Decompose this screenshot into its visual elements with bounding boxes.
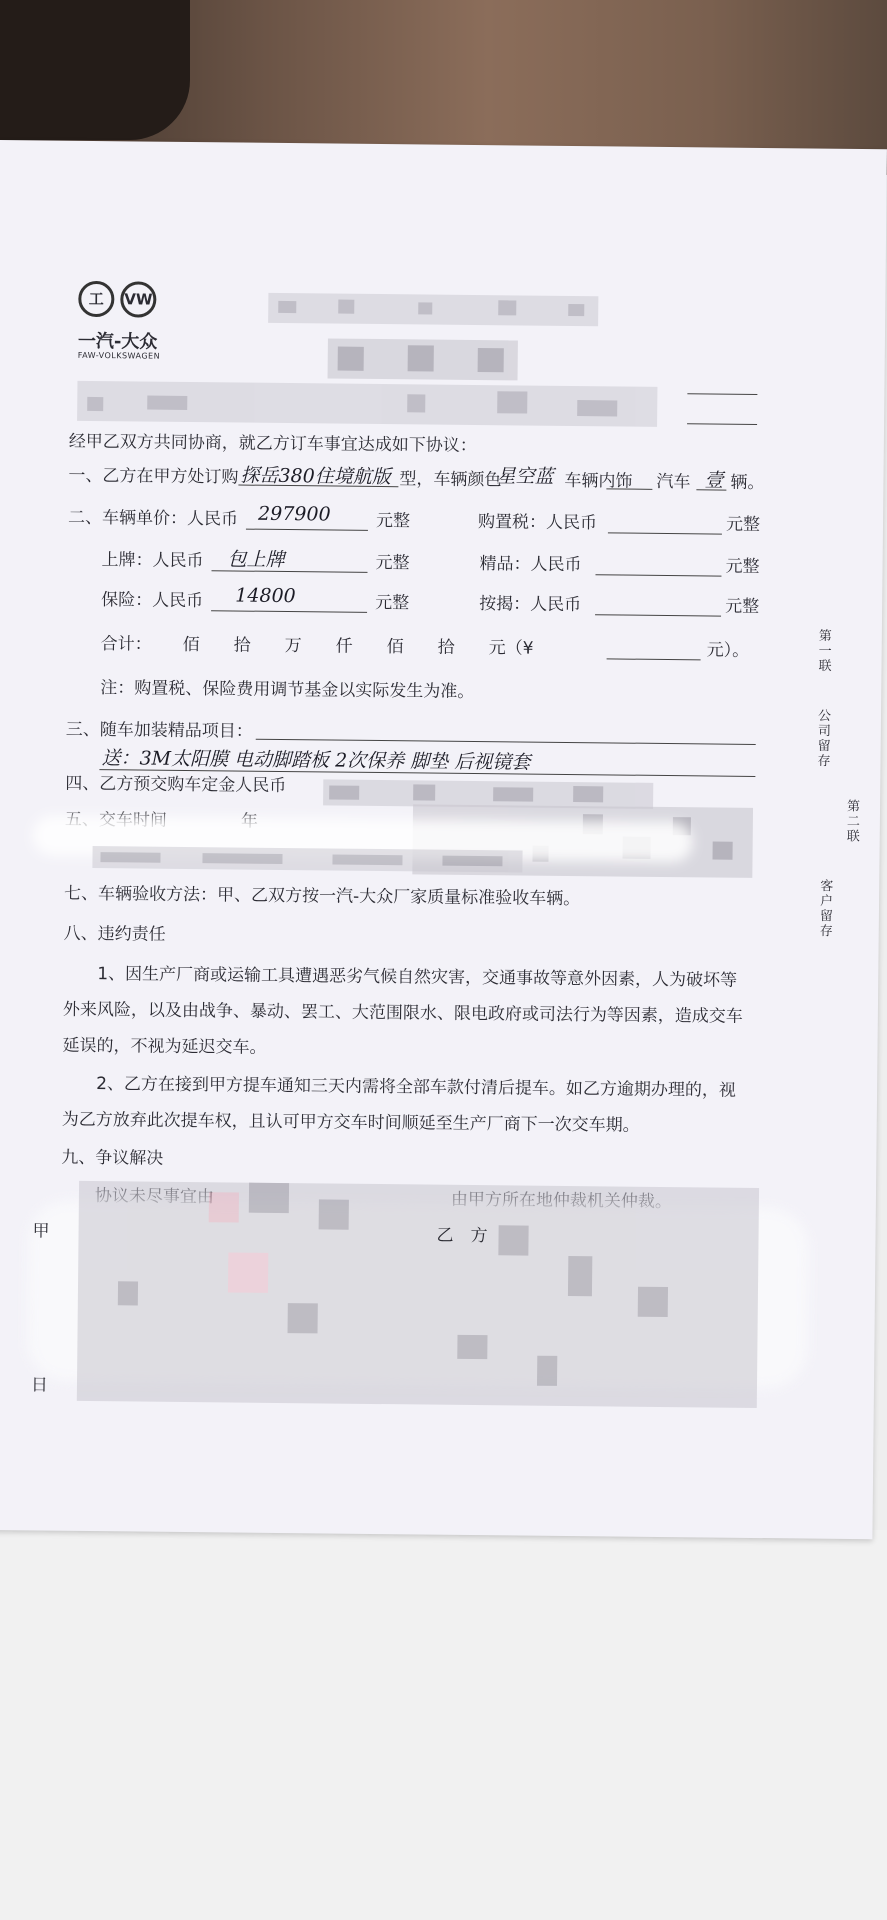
item3-label: 三、随车加装精品项目： bbox=[65, 719, 253, 742]
plate-underline bbox=[211, 570, 367, 573]
item1-label: 一、乙方在甲方处订购 bbox=[68, 465, 239, 488]
party-b-label: 乙 方 bbox=[436, 1225, 488, 1247]
faw-emblem-icon: 工 bbox=[78, 281, 114, 317]
item1-car-label: 汽车 bbox=[656, 471, 691, 493]
item3-underline bbox=[256, 739, 756, 745]
item4-label: 四、乙方预交购车定金人民币 bbox=[65, 773, 287, 797]
table-surface bbox=[0, 1530, 887, 1920]
logo-subtitle: FAW-VOLKSWAGEN bbox=[77, 350, 161, 361]
plate-label: 上牌：人民币 bbox=[101, 550, 204, 572]
redacted-parties bbox=[77, 381, 657, 427]
side-note-copy2: 第二联 bbox=[843, 798, 860, 845]
item8-p1-line3: 延误的，不视为延迟交车。 bbox=[62, 1035, 267, 1058]
item1-model: 探岳380住境航版 bbox=[240, 464, 391, 489]
insurance-label: 保险：人民币 bbox=[101, 590, 204, 612]
side-note-company: 公司留存 bbox=[814, 708, 831, 769]
purchase-tax-yuan: 元整 bbox=[725, 514, 761, 535]
photo-backdrop-dark bbox=[0, 0, 190, 140]
side-note-customer: 客户留存 bbox=[816, 878, 833, 939]
item1-qty: 壹 bbox=[704, 469, 724, 492]
plate-yuan: 元整 bbox=[375, 552, 410, 574]
unit-price-yuan: 元整 bbox=[375, 510, 411, 532]
redacted-item6 bbox=[92, 846, 522, 873]
accessories-label: 精品：人民币 bbox=[479, 554, 582, 576]
item8-p2-line1: 2、乙方在接到甲方提车通知三天内需将全部车款付清后提车。如乙方逾期办理的，视 bbox=[96, 1074, 737, 1101]
total-units: 佰 拾 万 仟 佰 拾 元（¥ bbox=[182, 634, 534, 659]
redacted-title bbox=[328, 338, 518, 380]
intro-text: 经甲乙双方共同协商，就乙方订车事宜达成如下协议： bbox=[68, 431, 477, 457]
item3-value: 送：3M太阳膜 电动脚踏板 2次保养 脚垫 后视镜套 bbox=[101, 747, 531, 774]
item7-text: 七、车辆验收方法：甲、乙双方按一汽-大众厂家质量标准验收车辆。 bbox=[64, 883, 581, 910]
mortgage-label: 按揭：人民币 bbox=[479, 594, 582, 616]
total-label: 合计： bbox=[100, 634, 152, 655]
accessories-yuan: 元整 bbox=[725, 556, 760, 577]
qty-underline bbox=[696, 489, 726, 490]
mortgage-yuan: 元整 bbox=[725, 596, 760, 617]
brand-logo bbox=[77, 281, 162, 361]
item8-p2-line2: 为乙方放弃此次提车权，且认可甲方交车时间顺延至生产厂商下一次交车期。 bbox=[61, 1109, 640, 1136]
insurance-value: 14800 bbox=[235, 584, 296, 608]
item1-qty-unit: 辆。 bbox=[730, 472, 765, 494]
item1-interior-label: 车辆内饰 bbox=[564, 470, 633, 492]
item8-p1-line2: 外来风险，以及由战争、暴动、罢工、大范围限水、限电政府或司法行为等因素，造成交车 bbox=[62, 999, 743, 1027]
side-note-copy1: 第一联 bbox=[815, 628, 831, 674]
vw-emblem-icon: VW bbox=[120, 281, 156, 317]
party-line bbox=[687, 393, 757, 395]
item8-title: 八、违约责任 bbox=[63, 923, 166, 945]
unit-price-underline bbox=[246, 529, 368, 531]
total-end: 元）。 bbox=[706, 640, 750, 661]
party-a-label: 甲 bbox=[32, 1221, 50, 1242]
contract-sheet bbox=[0, 140, 887, 1539]
unit-price-label: 二、车辆单价：人民币 bbox=[67, 507, 239, 530]
mortgage-underline bbox=[595, 614, 721, 616]
date-label: 日 bbox=[30, 1375, 49, 1396]
total-underline bbox=[607, 658, 701, 660]
tax-note: 注：购置税、保险费用调节基金以实际发生为准。 bbox=[100, 678, 475, 702]
purchase-tax-underline bbox=[608, 532, 722, 534]
item9-title: 九、争议解决 bbox=[61, 1147, 164, 1169]
plate-value: 包上牌 bbox=[227, 548, 285, 572]
purchase-tax-label: 购置税：人民币 bbox=[477, 512, 598, 534]
party-line bbox=[687, 423, 757, 425]
item1-color: 星空蓝 bbox=[496, 465, 554, 488]
item8-p1-line1: 1、因生产厂商或运输工具遭遇恶劣气候自然灾害，交通事故等意外因素，人为破坏等 bbox=[97, 964, 738, 991]
redacted-header bbox=[268, 293, 598, 326]
redacted-signature bbox=[77, 1181, 759, 1408]
accessories-underline bbox=[595, 574, 721, 576]
unit-price-value: 297900 bbox=[257, 502, 331, 526]
insurance-underline bbox=[211, 610, 367, 613]
logo-name: 一汽-大众 bbox=[77, 330, 158, 353]
item1-suffix: 型，车辆颜色 bbox=[399, 469, 502, 491]
insurance-yuan: 元整 bbox=[375, 592, 410, 614]
